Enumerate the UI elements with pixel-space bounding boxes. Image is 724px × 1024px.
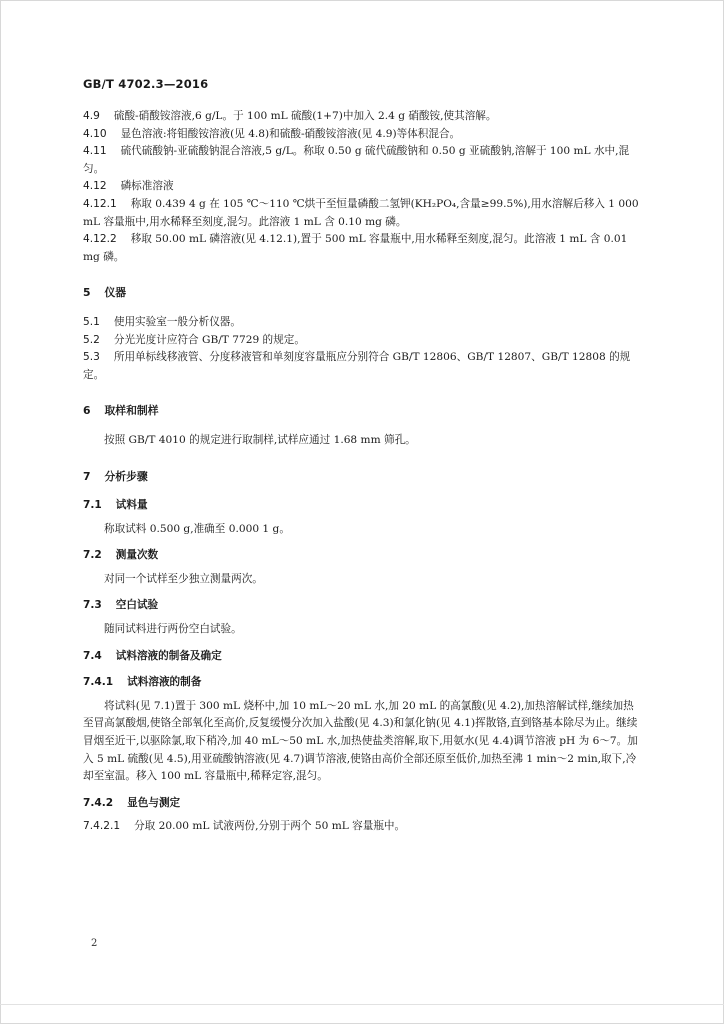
clause-number: 4.9 bbox=[83, 110, 100, 122]
clause-number: 5.3 bbox=[83, 351, 100, 364]
clause-text: 显色溶液:将钼酸铵溶液(见 4.8)和硫酸-硝酸铵溶液(见 4.9)等体积混合。 bbox=[120, 127, 461, 140]
clause-text: 分光光度计应符合 GB/T 7729 的规定。 bbox=[113, 333, 305, 346]
subsection-heading-7-4 bbox=[83, 648, 643, 666]
section-heading-5 bbox=[83, 284, 643, 302]
clause-number: 4.11 bbox=[83, 145, 107, 158]
clause-4-11 bbox=[83, 143, 643, 178]
clause-4-12 bbox=[83, 178, 643, 196]
subsection-heading-7-2 bbox=[83, 547, 643, 565]
clause-number: 5.1 bbox=[83, 315, 100, 328]
subsection-number: 7.2 bbox=[83, 549, 102, 562]
subsection-title: 试料量 bbox=[115, 499, 148, 512]
clause-4-12-1 bbox=[83, 196, 643, 231]
clause-4-12-2 bbox=[83, 231, 643, 266]
section-heading-6 bbox=[83, 402, 643, 420]
page-number: 2 bbox=[91, 938, 98, 949]
clause-text: 移取 50.00 mL 磷溶液(见 4.12.1),置于 500 mL 容量瓶中,用水稀释至刻度,混匀。此溶液 1 mL 含 0.01 mg 磷。 bbox=[83, 233, 628, 263]
clause-number: 5.2 bbox=[83, 333, 100, 346]
clause-text: 硫代硫酸钠-亚硫酸钠混合溶液,5 g/L。称取 0.50 g 硫代硫酸钠和 0.50 g 亚硫酸钠,溶解于 100 mL 水中,混匀。 bbox=[83, 145, 630, 175]
clause-text: 硫酸-硝酸铵溶液,6 g/L。于 100 mL 硫酸(1+7)中加入 2.4 g 硝酸铵,使其溶解。 bbox=[113, 110, 497, 122]
section-number: 7 bbox=[83, 469, 91, 483]
clause-text: 称取 0.439 4 g 在 105 ℃～110 ℃烘干至恒量磷酸二氢钾(KH₂PO₄,含量≥99.5%),用水溶解后移入 1 000 mL 容量瓶中,用水稀释至刻度,混匀。此溶液 1 mL 含 0.10 mg 磷。 bbox=[83, 197, 639, 228]
subsection-heading-7-4-1 bbox=[83, 674, 643, 692]
subsection-heading-7-4-2 bbox=[83, 795, 643, 813]
subsection-7-3-text: 随同试料进行两份空白试验。 bbox=[104, 623, 242, 636]
clause-text: 使用实验室一般分析仪器。 bbox=[113, 315, 241, 328]
clause-number: 4.12 bbox=[83, 180, 107, 193]
subsection-7-2-text: 对同一个试样至少独立测量两次。 bbox=[104, 572, 263, 585]
section-title: 取样和制样 bbox=[104, 404, 159, 418]
subsection-heading-7-3 bbox=[83, 597, 643, 615]
bottom-divider bbox=[0, 1004, 724, 1005]
clause-5-1 bbox=[83, 314, 643, 332]
section-6-text: 按照 GB/T 4010 的规定进行取制样,试样应通过 1.68 mm 筛孔。 bbox=[104, 433, 416, 446]
subsection-number: 7.4.1 bbox=[83, 676, 114, 689]
clause-number: 7.4.2.1 bbox=[83, 820, 121, 833]
section-heading-7 bbox=[83, 468, 643, 486]
clause-4-10 bbox=[83, 126, 643, 144]
subsection-number: 7.3 bbox=[83, 599, 102, 612]
clause-4-9 bbox=[83, 108, 643, 126]
section-number: 6 bbox=[83, 404, 91, 418]
standard-number-header: GB/T 4702.3—2016 bbox=[83, 77, 209, 91]
clause-text: 磷标准溶液 bbox=[120, 180, 174, 193]
section-title: 分析步骤 bbox=[104, 469, 148, 483]
subsection-7-1-text: 称取试料 0.500 g,准确至 0.000 1 g。 bbox=[104, 522, 290, 535]
subsection-heading-7-1 bbox=[83, 497, 643, 515]
clause-number: 4.10 bbox=[83, 127, 107, 140]
subsection-title: 空白试验 bbox=[115, 599, 159, 612]
clause-text: 所用单标线移液管、分度移液管和单刻度容量瓶应分别符合 GB/T 12806、GB/T 12807、GB/T 12808 的规定。 bbox=[83, 351, 631, 381]
clause-5-2 bbox=[83, 332, 643, 350]
document-body bbox=[83, 108, 643, 836]
subsection-title: 测量次数 bbox=[115, 549, 159, 562]
clause-5-3 bbox=[83, 349, 643, 384]
clause-7-4-2-1 bbox=[83, 818, 643, 836]
subsection-title: 试料溶液的制备 bbox=[127, 676, 202, 689]
clause-number: 4.12.2 bbox=[83, 233, 117, 246]
subsection-7-4-1-text: 将试料(见 7.1)置于 300 mL 烧杯中,加 10 mL～20 mL 水,加 20 mL 的高氯酸(见 4.2),加热溶解试样,继续加热至冒高氯酸烟,使铬全部氧化至高价,反复缓慢分次加入盐酸(见 4.3)和氯化钠(见 4.1)挥散铬,直到铬基本除尽为止。继续冒烟至近干,以驱除氯,取下稍冷,加 40 mL～50 mL 水,加热使盐类溶解,取下,用氨水(见 4.4)调节溶液 pH 为 6～7。加入 5 mL 硫酸(见 4.5),用亚硫酸钠溶液(见 4.7)调节溶液,使铬由高价全部还原至低价,加热至沸 1 min～2 min,取下,冷却至室温。移入 100 mL 容量瓶中,稀释定容,混匀。 bbox=[83, 699, 638, 783]
clause-number: 4.12.1 bbox=[83, 197, 117, 210]
subsection-number: 7.4.2 bbox=[83, 796, 114, 809]
subsection-number: 7.1 bbox=[83, 499, 102, 512]
section-number: 5 bbox=[83, 286, 91, 300]
section-title: 仪器 bbox=[104, 286, 127, 300]
subsection-number: 7.4 bbox=[83, 649, 102, 662]
subsection-title: 显色与测定 bbox=[127, 796, 181, 809]
subsection-title: 试料溶液的制备及确定 bbox=[115, 649, 222, 662]
clause-text: 分取 20.00 mL 试液两份,分别于两个 50 mL 容量瓶中。 bbox=[134, 820, 406, 833]
